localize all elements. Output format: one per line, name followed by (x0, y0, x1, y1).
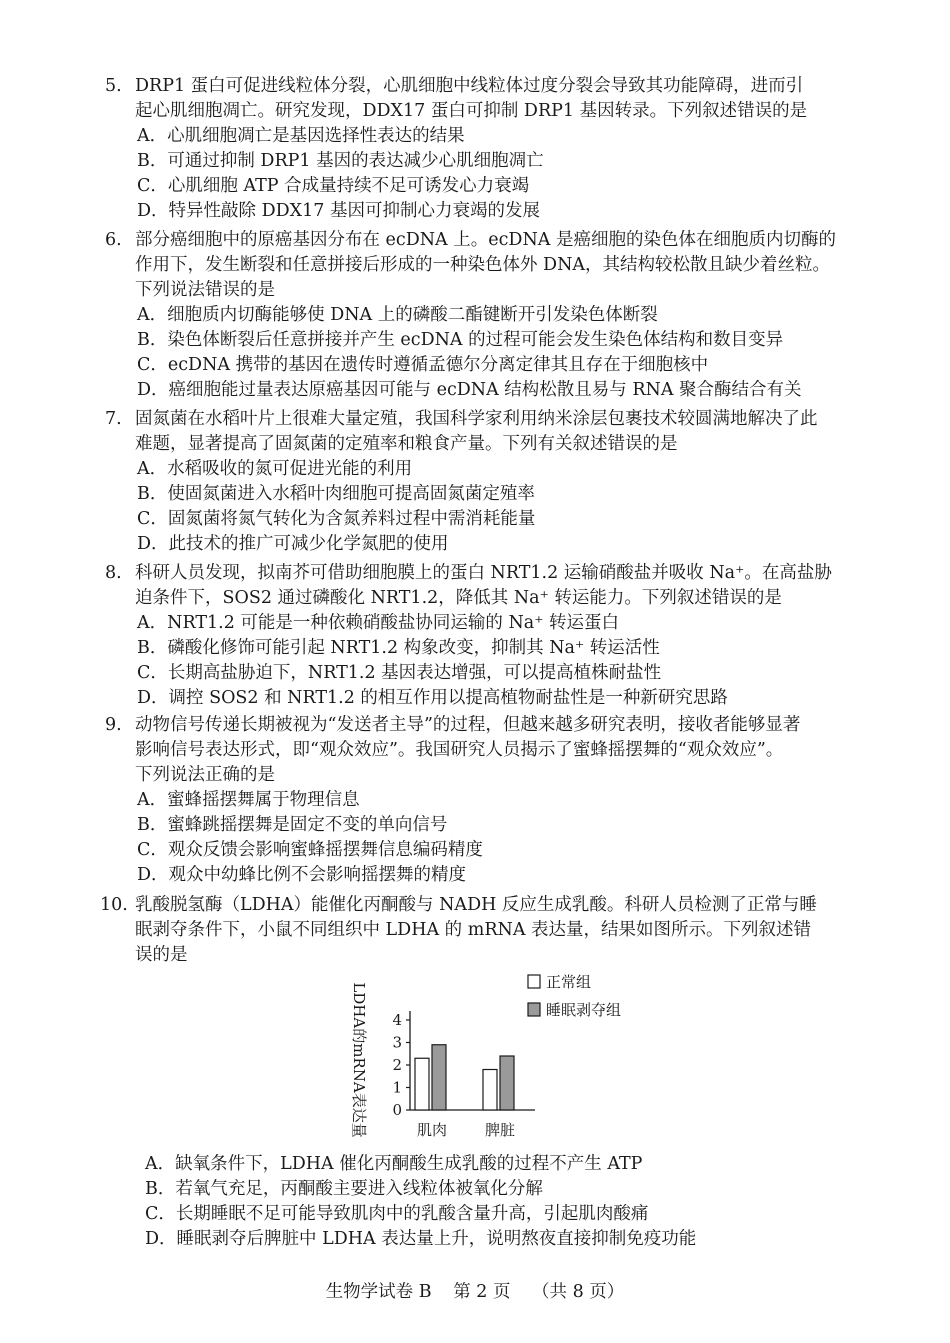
question-10-options (115, 1152, 885, 1252)
legend-swatch (528, 1003, 540, 1016)
option-b: B．磷酸化修饰可能引起 NRT1.2 构象改变，抑制其 Na⁺ 转运活性 (137, 638, 660, 658)
option-d: D．调控 SOS2 和 NRT1.2 的相互作用以提高植物耐盐性是一种新研究思路 (137, 688, 728, 708)
bar-chart (330, 968, 650, 1148)
footer-page: 第 2 页 (453, 1282, 511, 1302)
y-tick-label: 1 (392, 1078, 402, 1097)
question-stem-line: 迫条件下，SOS2 通过磷酸化 NRT1.2，降低其 Na⁺ 转运能力。下列叙述错误的是 (135, 588, 782, 608)
question-number: 9. (105, 715, 122, 735)
option-a: A．水稻吸收的氮可促进光能的利用 (137, 459, 413, 479)
option-c: C．心肌细胞 ATP 合成量持续不足可诱发心力衰竭 (137, 176, 530, 196)
question-number: 10. (100, 895, 128, 915)
question-stem-line: 7. 固氮菌在水稻叶片上很难大量定殖，我国科学家利用纳米涂层包裹技术较圆满地解决了此 (105, 407, 875, 432)
option-c: C．固氮菌将氮气转化为含氮养料过程中需消耗能量 (137, 509, 536, 529)
bar (415, 1058, 429, 1110)
question-stem-line: 眠剥夺条件下，小鼠不同组织中 LDHA 的 mRNA 表达量，结果如图所示。下列叙述错 (135, 920, 812, 940)
y-ticks (392, 1011, 410, 1119)
question-stem-line: 误的是 (135, 945, 188, 965)
question-stem-line: 10. 乳酸脱氢酶（LDHA）能催化丙酮酸与 NADH 反应生成乳酸。科研人员检测了正常与睡 (100, 893, 870, 918)
y-axis-label: LDHA的mRNA表达量 (350, 982, 368, 1138)
footer-subject: 生物学试卷 B (325, 1282, 432, 1302)
question-9 (105, 713, 875, 888)
x-tick-label: 脾脏 (484, 1121, 516, 1139)
page-footer (0, 1278, 950, 1303)
question-number: 8. (105, 563, 122, 583)
question-stem-line: 5. DRP1 蛋白可促进线粒体分裂，心肌细胞中线粒体过度分裂会导致其功能障碍，进而引 (105, 74, 875, 99)
option-b: B．使固氮菌进入水稻叶肉细胞可提高固氮菌定殖率 (137, 484, 535, 504)
option-c: C．长期高盐胁迫下，NRT1.2 基因表达增强，可以提高植株耐盐性 (137, 663, 662, 683)
footer-total: （共 8 页） (532, 1282, 625, 1302)
legend-swatch (528, 975, 540, 988)
question-stem-line: 起心肌细胞凋亡。研究发现，DDX17 蛋白可抑制 DRP1 基因转录。下列叙述错误的是 (135, 101, 808, 121)
option-b: B．蜜蜂跳摇摆舞是固定不变的单向信号 (137, 815, 448, 835)
option-a: A．心肌细胞凋亡是基因选择性表达的结果 (137, 126, 465, 146)
question-6 (105, 228, 875, 403)
option-d: D．癌细胞能过量表达原癌基因可能与 ecDNA 结构松散且易与 RNA 聚合酶结合有关 (137, 380, 802, 400)
question-7 (105, 407, 875, 557)
question-stem-line: 影响信号表达形式，即“观众效应”。我国研究人员揭示了蜜蜂摇摆舞的“观众效应”。 (135, 740, 784, 760)
option-c: C．ecDNA 携带的基因在遗传时遵循孟德尔分离定律其且存在于细胞核中 (137, 355, 709, 375)
option-d: D．睡眠剥夺后脾脏中 LDHA 表达量上升，说明熬夜直接抑制免疫功能 (145, 1229, 697, 1249)
question-10 (100, 893, 870, 968)
bar (500, 1056, 514, 1110)
option-c: C．观众反馈会影响蜜蜂摇摆舞信息编码精度 (137, 840, 483, 860)
x-ticks (417, 1121, 515, 1139)
question-stem-line: 作用下，发生断裂和任意拼接后形成的一种染色体外 DNA，其结构较松散且缺少着丝粒。 (135, 255, 831, 275)
question-stem-line: 6. 部分癌细胞中的原癌基因分布在 ecDNA 上。ecDNA 是癌细胞的染色体在细胞质内切酶的 (105, 228, 875, 253)
chart-legend (528, 973, 621, 1019)
question-number: 5. (105, 76, 122, 96)
question-stem-line: 8. 科研人员发现，拟南芥可借助细胞膜上的蛋白 NRT1.2 运输硝酸盐并吸收 Na⁺。在高盐胁 (105, 561, 875, 586)
option-a: A．缺氧条件下，LDHA 催化丙酮酸生成乳酸的过程不产生 ATP (145, 1154, 643, 1174)
option-b: B．可通过抑制 DRP1 基因的表达减少心肌细胞凋亡 (137, 151, 544, 171)
question-8 (105, 561, 875, 711)
option-b: B．染色体断裂后任意拼接并产生 ecDNA 的过程可能会发生染色体结构和数目变异 (137, 330, 784, 350)
bar (432, 1045, 446, 1110)
y-tick-label: 0 (392, 1101, 402, 1119)
option-a: A．蜜蜂摇摆舞属于物理信息 (137, 790, 360, 810)
bar-group (415, 1045, 514, 1110)
option-d: D．观众中幼蜂比例不会影响摇摆舞的精度 (137, 865, 467, 885)
question-stem-line: 难题，显著提高了固氮菌的定殖率和粮食产量。下列有关叙述错误的是 (135, 434, 678, 454)
question-number: 7. (105, 409, 122, 429)
option-c: C．长期睡眠不足可能导致肌肉中的乳酸含量升高，引起肌肉酸痛 (145, 1204, 649, 1224)
option-a: A．细胞质内切酶能够使 DNA 上的磷酸二酯键断开引发染色体断裂 (137, 305, 658, 325)
legend-label: 正常组 (546, 973, 592, 991)
x-tick-label: 肌肉 (416, 1121, 448, 1139)
option-a: A．NRT1.2 可能是一种依赖硝酸盐协同运输的 Na⁺ 转运蛋白 (137, 613, 619, 633)
question-stem-line: 下列说法错误的是 (135, 280, 275, 300)
y-tick-label: 4 (392, 1011, 402, 1029)
option-d: D．此技术的推广可减少化学氮肥的使用 (137, 534, 449, 554)
question-5 (105, 74, 875, 224)
question-stem-line: 下列说法正确的是 (135, 765, 275, 785)
y-tick-label: 3 (392, 1033, 402, 1052)
legend-label: 睡眠剥夺组 (546, 1001, 622, 1019)
question-stem-line: 9. 动物信号传递长期被视为“发送者主导”的过程，但越来越多研究表明，接收者能够显著 (105, 713, 875, 738)
question-number: 6. (105, 230, 122, 250)
bar (483, 1070, 497, 1111)
option-d: D．特异性敲除 DDX17 基因可抑制心力衰竭的发展 (137, 201, 540, 221)
y-tick-label: 2 (392, 1056, 402, 1074)
option-b: B．若氧气充足，丙酮酸主要进入线粒体被氧化分解 (145, 1179, 543, 1199)
